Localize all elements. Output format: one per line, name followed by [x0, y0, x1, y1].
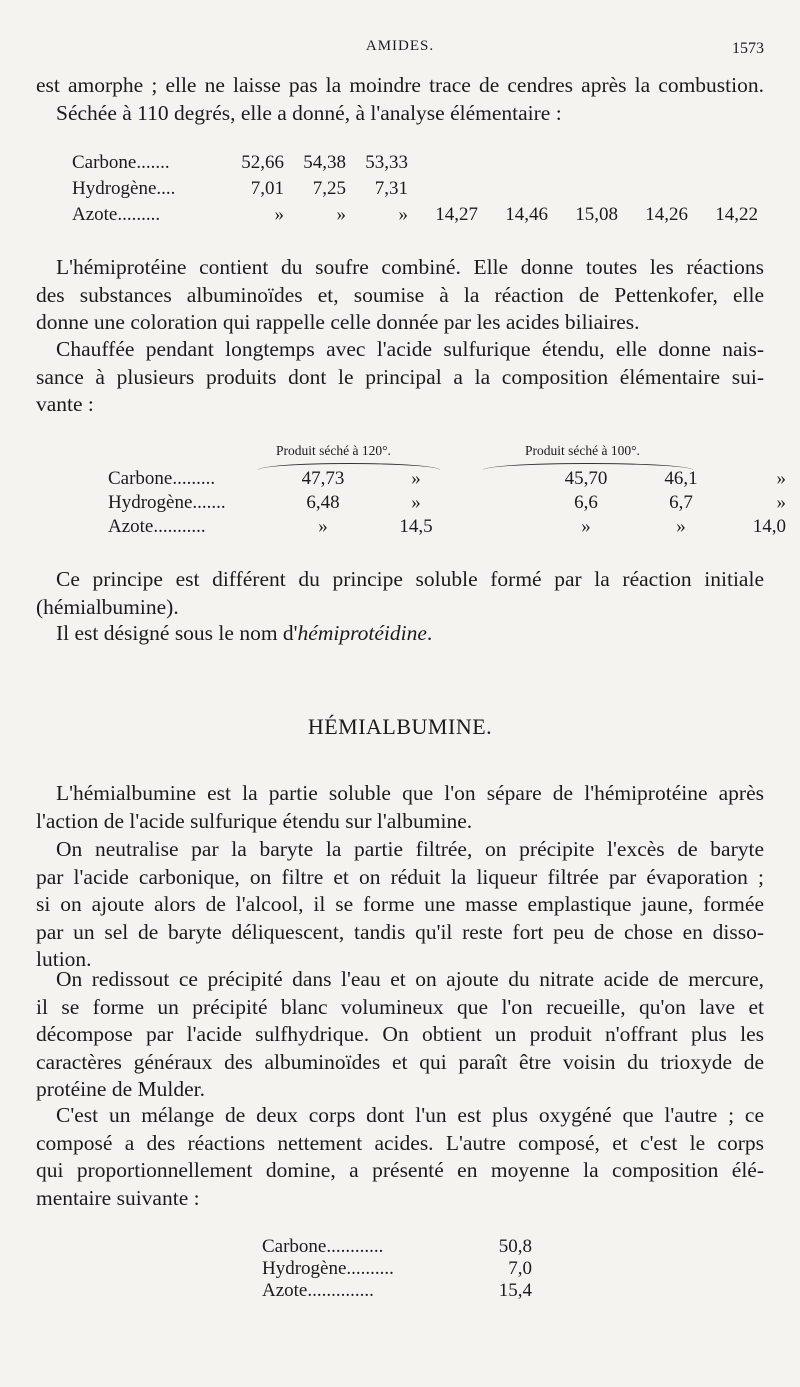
running-header: AMIDES. [365, 38, 435, 54]
cell: 54,38 [303, 152, 346, 173]
text-line: mentaire suivante : [36, 1185, 200, 1210]
cell [618, 176, 688, 202]
cell: 46,1 [664, 468, 698, 489]
page-number: 1573 [732, 40, 764, 57]
cell: 7,01 [250, 178, 284, 199]
text-line: des substances albuminoïdes et, soumise à la réaction de Pettenkofer, elle [36, 282, 764, 307]
text-line: (hémialbumine). [36, 594, 179, 619]
cell [548, 176, 618, 202]
row-label: Azote......... [72, 204, 161, 225]
section-title: HÉMIALBUMINE. [307, 714, 493, 739]
cell: » [336, 204, 346, 225]
elemental-analysis-table-2 [108, 466, 786, 538]
cell: 52,66 [241, 152, 284, 173]
cell: 15,08 [575, 204, 618, 225]
text-line: protéine de Mulder. [36, 1077, 205, 1101]
text-prefix: Il est désigné sous le nom d' [56, 621, 298, 645]
cell: » [274, 204, 284, 225]
cell: » [318, 516, 328, 537]
text-line: est amorphe ; elle ne laisse pas la moindre trace de cendres après la combustion. [36, 73, 764, 97]
row-label: Carbone....... [72, 152, 170, 173]
text-line: qui proportionnellement domine, a présenté en moyenne la composition élé- [36, 1158, 764, 1182]
text-line [36, 620, 764, 648]
cell: 14,5 [399, 516, 433, 537]
text-line: sance à plusieurs produits dont le principal a la composition élémentaire sui- [36, 364, 764, 389]
cell: » [581, 516, 591, 537]
elemental-analysis-table-1 [72, 150, 758, 228]
table-row [262, 1280, 532, 1302]
paragraph-6 [36, 780, 764, 835]
text-line: L'hémiprotéine contient du soufre combiné. Elle donne toutes les réactions [56, 255, 764, 279]
text-line: Ce principe est différent du principe soluble formé par la réaction initiale [56, 567, 764, 591]
table-row [262, 1236, 532, 1258]
row-label: Azote........... [108, 516, 206, 537]
cell: » [411, 492, 421, 513]
cell: » [776, 468, 786, 489]
paragraph-7 [36, 836, 764, 974]
text-line: On redissout ce précipité dans l'eau et on ajoute du nitrate acide de mercure, [56, 967, 764, 991]
cell: 14,0 [752, 516, 786, 537]
table-row [108, 490, 786, 514]
cell [478, 150, 548, 176]
text-line: l'action de l'acide sulfurique étendu sur l'albumine. [36, 808, 473, 833]
cell [408, 176, 478, 202]
text-line: caractères généraux des albuminoïdes et qui paraît être voisin du trioxyde de [36, 1049, 764, 1074]
cell: » [776, 492, 786, 513]
text-line: On neutralise par la baryte la partie filtrée, on précipite l'excès de baryte [56, 837, 764, 861]
column-group-header-100: Produit séché à 100°. [525, 443, 640, 458]
cell: 47,73 [301, 468, 345, 489]
row-label: Hydrogène.......... [262, 1258, 394, 1279]
paragraph-5 [36, 620, 764, 648]
paragraph-2 [36, 254, 764, 337]
cell: 6,7 [669, 492, 693, 513]
paragraph-9 [36, 1102, 764, 1212]
cell: 53,33 [365, 152, 408, 173]
cell: 7,0 [508, 1258, 532, 1279]
paragraph-3 [36, 336, 764, 419]
paragraph-4 [36, 566, 764, 621]
row-label: Carbone......... [108, 468, 216, 489]
row-label: Azote.............. [262, 1280, 374, 1301]
cell: » [411, 468, 421, 489]
cell [688, 150, 758, 176]
text-line: Chauffée pendant longtemps avec l'acide sulfurique étendu, elle donne nais- [56, 337, 764, 361]
text-line: lution. [36, 947, 92, 971]
cell [466, 514, 526, 538]
cell [466, 490, 526, 514]
cell: 14,26 [645, 204, 688, 225]
row-label: Hydrogène....... [108, 492, 226, 513]
cell [478, 176, 548, 202]
text-suffix: . [426, 621, 433, 645]
text-line: par un sel de baryte déliquescent, tandis qu'il reste fort peu de chose en disso- [36, 919, 764, 944]
elemental-analysis-table-3 [262, 1236, 532, 1302]
column-group-header-120: Produit séché à 120°. [276, 443, 391, 458]
cell: 14,27 [435, 204, 478, 225]
text-line: si on ajoute alors de l'alcool, il se forme une masse emplastique jaune, formée [36, 892, 764, 916]
cell: 15,4 [498, 1280, 532, 1301]
text-line: Séchée à 110 degrés, elle a donné, à l'analyse élémentaire : [56, 100, 562, 125]
cell: 14,22 [715, 204, 758, 225]
table-row [72, 176, 758, 202]
cell [548, 150, 618, 176]
row-label: Carbone............ [262, 1236, 384, 1257]
text-line: donne une coloration qui rappelle celle donnée par les acides biliaires. [36, 310, 640, 334]
paragraph-1 [36, 72, 764, 127]
cell [618, 150, 688, 176]
table-row [262, 1258, 532, 1280]
text-line: décompose par l'acide sulfhydrique. On obtient un produit n'offrant plus les [36, 1022, 764, 1046]
cell: 7,31 [374, 178, 408, 199]
cell: 6,6 [574, 492, 598, 513]
cell: 45,70 [564, 468, 608, 489]
cell: 7,25 [312, 178, 346, 199]
cell [466, 466, 526, 490]
table-row [108, 466, 786, 490]
cell [408, 150, 478, 176]
cell [688, 176, 758, 202]
cell: » [676, 516, 686, 537]
text-line: par l'acide carbonique, on filtre et on réduit la liqueur filtrée par évaporation ; [36, 864, 764, 889]
row-label: Hydrogène.... [72, 178, 176, 199]
text-line: C'est un mélange de deux corps dont l'un est plus oxygéné que l'autre ; ce [56, 1103, 764, 1127]
text-line: L'hémialbumine est la partie soluble que l'on sépare de l'hémiprotéine après [56, 781, 764, 805]
text-line: vante : [36, 392, 94, 416]
cell: 6,48 [306, 492, 340, 513]
cell: » [398, 204, 408, 225]
text-line: il se forme un précipité blanc volumineux que l'on recueille, qu'on lave et [36, 994, 764, 1019]
paragraph-8 [36, 966, 764, 1104]
table-row [72, 150, 758, 176]
table-row [72, 202, 758, 228]
text-line: composé a des réactions nettement acides. L'autre composé, et c'est le corps [36, 1130, 764, 1155]
table-row [108, 514, 786, 538]
italic-term: hémiprotéidine [297, 621, 427, 645]
cell: 14,46 [505, 204, 548, 225]
cell: 50,8 [498, 1236, 532, 1257]
